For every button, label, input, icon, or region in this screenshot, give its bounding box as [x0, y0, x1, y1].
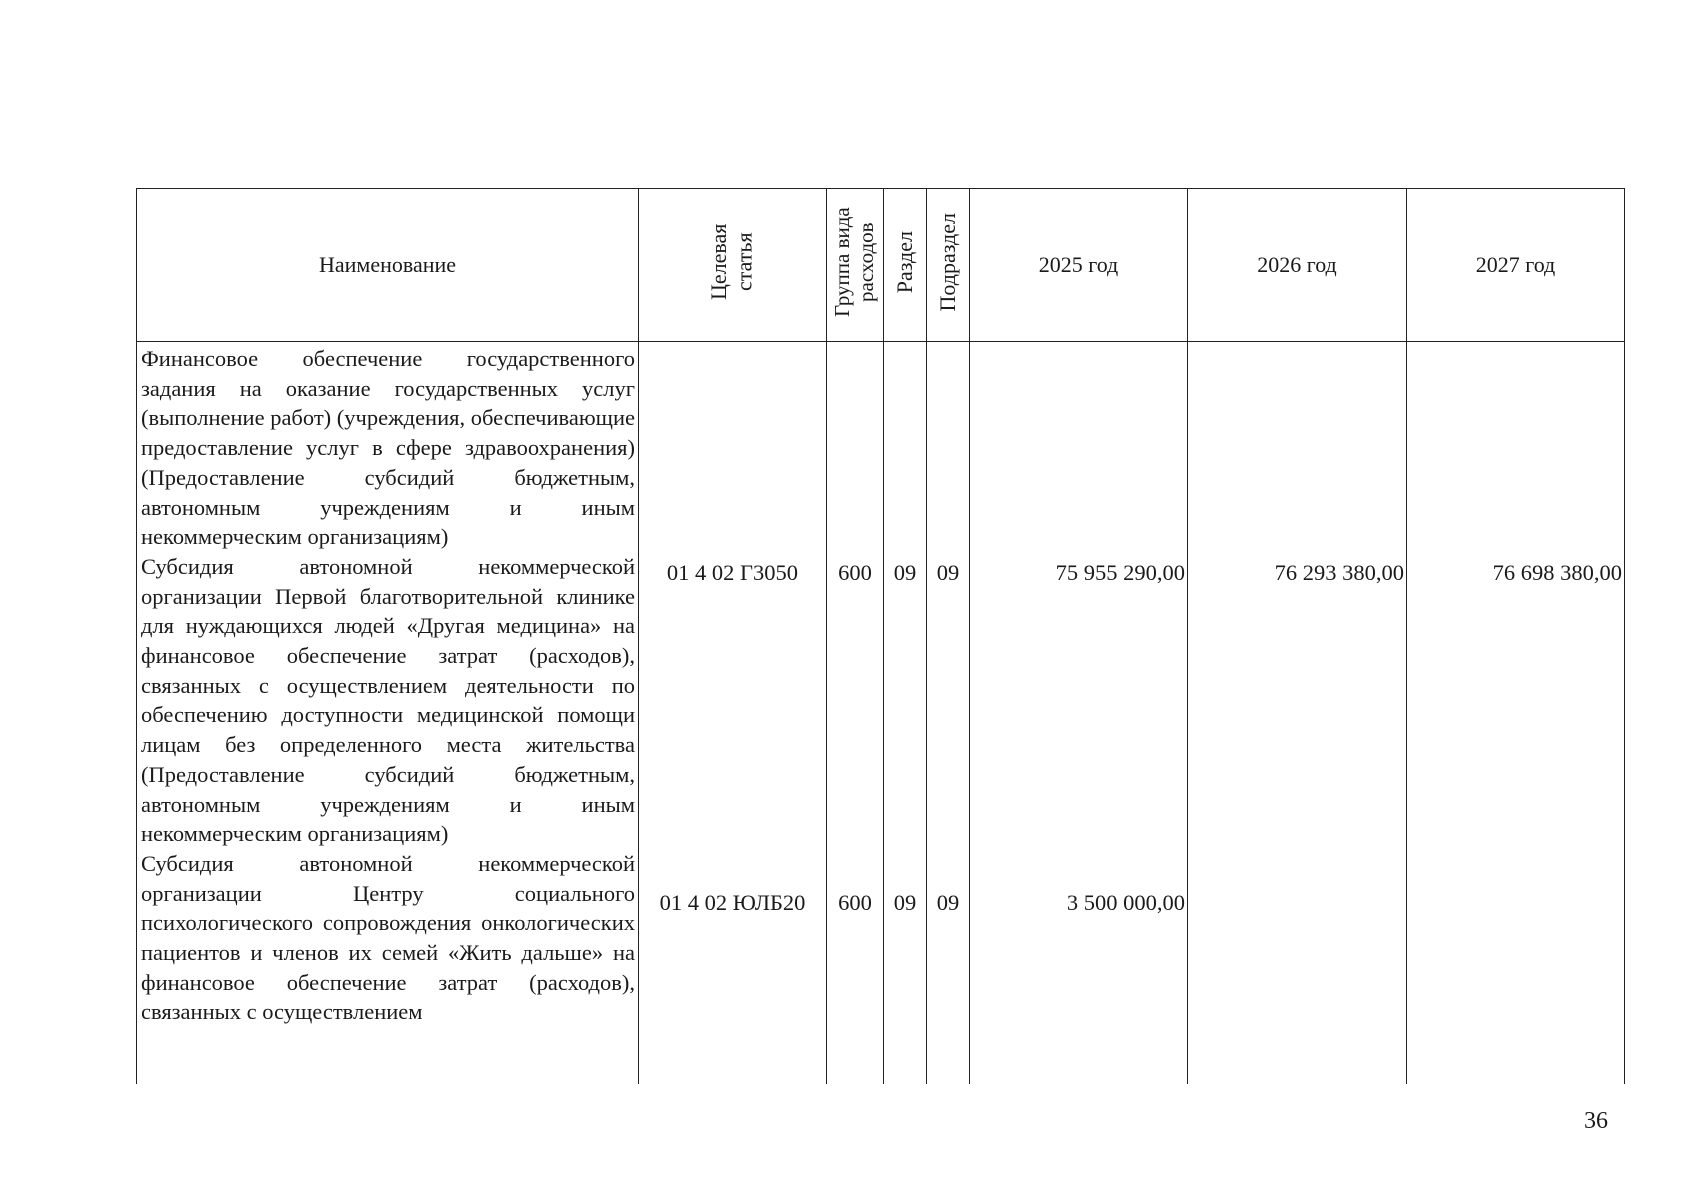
budget-table	[136, 188, 1625, 1084]
header-year-2027: 2027 год	[1407, 189, 1625, 342]
subsection-cell	[927, 342, 970, 1085]
row-2-name: Субсидия автономной некоммерческой организации Первой благотворительной клинике для нуждающихся людей «Другая медицина» на финансовое обеспечение затрат (расходов), связанных с осуществлением деятельности по обеспечению доступности медицинской помощи лицам без определенного места жительства (Предоставление субсидий бюджетным, автономным учреждениям и иным некоммерческим организациям)	[141, 553, 635, 847]
page-number: 36	[1584, 1108, 1608, 1134]
header-year-2026: 2026 год	[1188, 189, 1407, 342]
row-2-expense-group: 600	[838, 890, 872, 915]
table-body-row	[137, 342, 1625, 1085]
name-cell	[137, 342, 639, 1085]
row-1-year-2025: 75 955 290,00	[1055, 560, 1185, 585]
row-2-subsection: 09	[936, 890, 960, 915]
section-cell	[884, 342, 927, 1085]
row-2-year-2025: 3 500 000,00	[1066, 890, 1185, 915]
header-year-2025: 2025 год	[970, 189, 1188, 342]
row-1-expense-group: 600	[838, 560, 872, 585]
row-2-target-article: 01 4 02 ЮЛБ20	[659, 890, 806, 915]
row-1-subsection: 09	[936, 560, 960, 585]
row-1-year-2026: 76 293 380,00	[1274, 560, 1404, 585]
header-name: Наименование	[137, 189, 639, 342]
target-article-cell	[639, 342, 827, 1085]
header-subsection: Подраздел	[927, 189, 970, 342]
row-3-name: Субсидия автономной некоммерческой организации Центру социального психологического сопровождения онкологических пациентов и членов их семей «Жить дальше» на финансовое обеспечение затрат (расходов), связанных с осуществлением	[141, 850, 635, 1025]
row-1-name: Финансовое обеспечение государственного задания на оказание государственных услуг (выполнение работ) (учреждения, обеспечивающие предоставление услуг в сфере здравоохранения) (Предоставление субсидий бюджетным, автономным учреждениям и иным некоммерческим организациям)	[141, 346, 635, 550]
year-2025-cell	[970, 342, 1188, 1085]
year-2027-cell	[1407, 342, 1625, 1085]
row-2-section: 09	[893, 890, 917, 915]
row-1-section: 09	[893, 560, 917, 585]
row-1-target-article: 01 4 02 Г3050	[666, 560, 799, 585]
year-2026-cell	[1188, 342, 1407, 1085]
header-expense-group: Группа вида расходов	[827, 189, 884, 342]
table-header-row	[137, 189, 1625, 342]
row-1-year-2027: 76 698 380,00	[1492, 560, 1622, 585]
expense-group-cell	[827, 342, 884, 1085]
header-section: Раздел	[884, 189, 927, 342]
header-target-article: Целевая статья	[639, 189, 827, 342]
